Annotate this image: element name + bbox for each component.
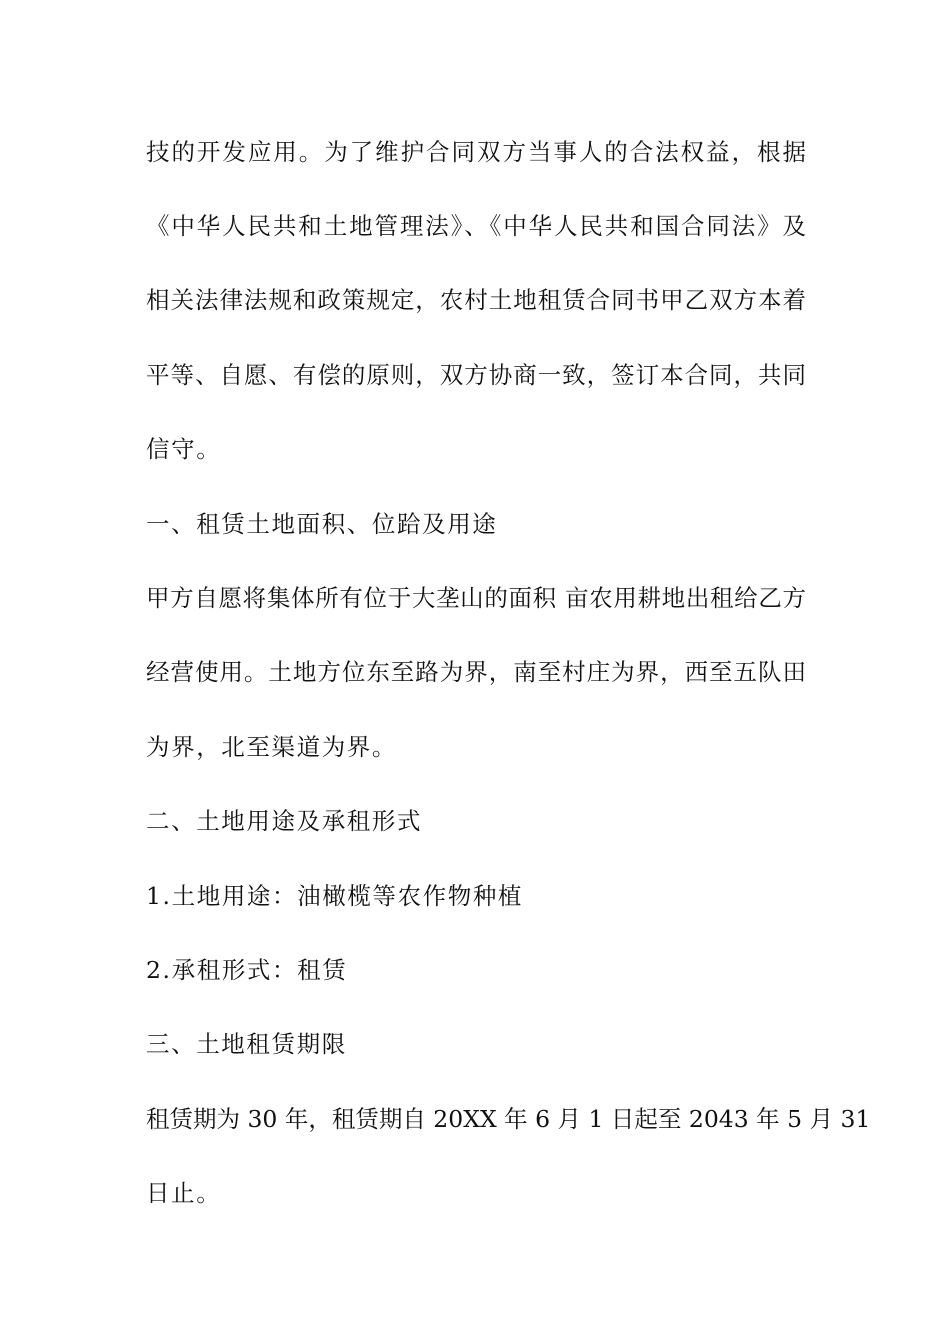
paragraph-line: 相关法律法规和政策规定，农村土地租赁合同书甲乙双方本着 — [146, 286, 806, 314]
list-item: 1.土地用途：油橄榄等农作物种植 — [146, 882, 524, 910]
paragraph-line: 租赁期为 30 年，租赁期自 20XX 年 6 月 1 日起至 2043 年 5 月 31 — [146, 1105, 871, 1133]
paragraph-line: 技的开发应用。为了维护合同双方当事人的合法权益，根据 — [146, 138, 806, 166]
section-heading: 一、租赁土地面积、位跲及用途 — [146, 510, 498, 538]
paragraph-line: 甲方自愿将集体所有位于大垄山的面积 亩农用耕地出租给乙方 — [146, 584, 806, 612]
section-heading: 二、土地用途及承租形式 — [146, 807, 423, 835]
paragraph-line: 为界，北至渠道为界。 — [146, 733, 397, 761]
paragraph-line: 信守。 — [146, 435, 222, 463]
paragraph-line: 经营使用。土地方位东至路为界，南至村庄为界，西至五队田 — [146, 658, 806, 686]
section-heading: 三、土地租赁期限 — [146, 1030, 347, 1058]
paragraph-line: 日止。 — [146, 1179, 222, 1207]
paragraph-line: 《中华人民共和土地管理法》、《中华人民共和国合同法》及 — [146, 212, 806, 240]
list-item: 2.承租形式：租赁 — [146, 956, 348, 984]
paragraph-line: 平等、自愿、有偿的原则，双方协商一致，签订本合同，共同 — [146, 361, 806, 389]
